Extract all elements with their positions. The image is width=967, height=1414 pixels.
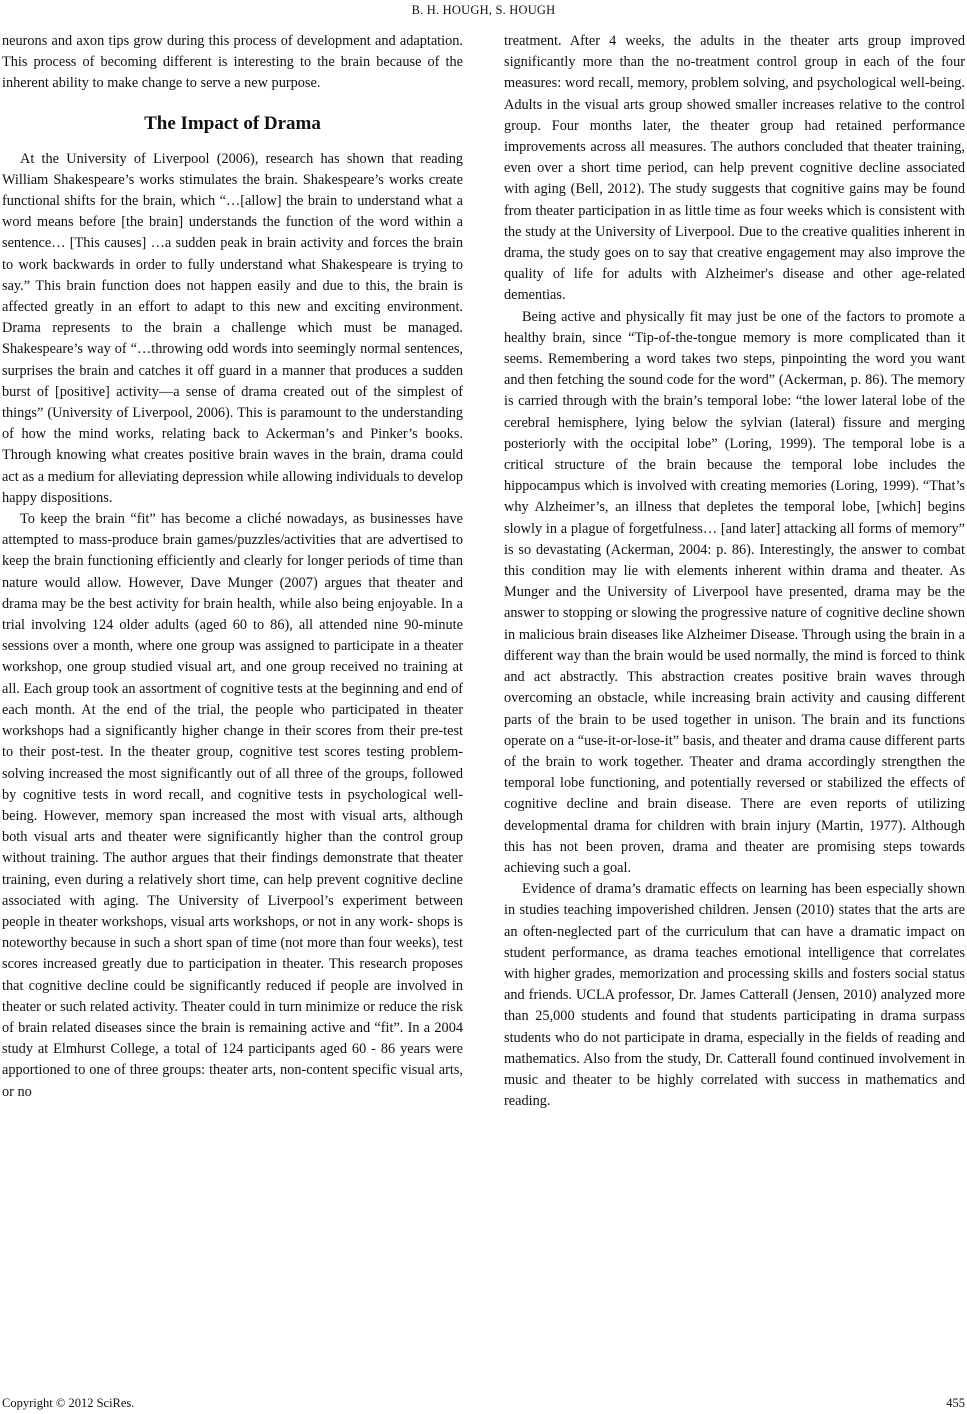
paragraph: treatment. After 4 weeks, the adults in the theater arts group improved significantly more than the no-treatment control group in each of the four measures: word recall, memory, problem solving, and psychological well-being. Adults in the visual arts group showed smaller increases relative to the control group. Four months later, the theater group had retained performance improvements across all measures. The authors concluded that theater training, even over a short time period, can help prevent cognitive decline associated with aging (Bell, 2012). The study suggests that cognitive gains may be found from theater participation in as little time as four weeks which is consistent with the study at the University of Liverpool. Due to the creative qualities inherent in drama, the study goes on to say that creative engagement may also improve the quality of life for adults with Alzheimer's disease and other age-related dementias.: [504, 33, 965, 304]
running-header: B. H. HOUGH, S. HOUGH: [411, 3, 556, 17]
page-number: 455: [946, 1396, 965, 1410]
left-column: [2, 31, 463, 1103]
section-heading: The Impact of Drama: [144, 112, 321, 134]
right-column: [504, 31, 965, 1112]
copyright-notice: Copyright © 2012 SciRes.: [2, 1396, 135, 1410]
paragraph: To keep the brain “fit” has become a cliché nowadays, as businesses have attempted to mass-produce brain games/puzzles/activities that are advertised to keep the brain functioning efficiently and clearly for longer periods of time than nature would allow. However, Dave Munger (2007) argues that theater and drama may be the best activity for brain health, while also being enjoyable. In a trial involving 124 older adults (aged 60 to 86), all attended nine 90-minute sessions over a month, where one group was assigned to participate in a theater workshop, one group studied visual art, and one group received no training at all. Each group took an assortment of cognitive tests at the beginning and end of each month. At the end of the trial, the people who participated in theater workshops had a significantly higher change in their scores from their pre-test to their post-test. In the theater group, cognitive test scores testing problem-solving increased the most significantly out of all three of the groups, followed by cognitive tests in word recall, and cognitive tests in psychological well-being. However, memory span increased the most with visual arts, although both visual arts and theater were significantly higher than the control group without training. The author argues that their findings demonstrate that theater training, even during a relatively short time, can help prevent cognitive decline associated with aging. The University of Liverpool’s experiment between people in theater workshops, visual arts workshops, or not in any work- shops is noteworthy because in such a short span of time (not more than four weeks), test scores increased greatly due to participation in theater. This research proposes that cognitive decline could be significantly reduced if people are involved in theater or such related activity. Theater could in turn minimize or reduce the risk of brain related diseases since the brain is remaining active and “fit”. In a 2004 study at Elmhurst College, a total of 124 participants aged 60 - 86 years were apportioned to one of three groups: theater arts, non-content specific visual arts, or no: [2, 511, 463, 1100]
paragraph: Evidence of drama’s dramatic effects on learning has been especially shown in studies teaching impoverished children. Jensen (2010) states that the arts are an often-neglected part of the curriculum that can have a dramatic impact on student performance, as drama teaches emotional intelligence that correlates with higher grades, memorization and processing skills and fosters social status and friends. UCLA professor, Dr. James Catterall (Jensen, 2010) analyzed more than 25,000 students and found that students participating in drama surpass students who do not participate in drama, especially in the fields of reading and mathematics. Also from the study, Dr. Catterall found continued involvement in music and theater to be highly correlated with success in mathematics and reading.: [504, 881, 965, 1110]
paragraph: At the University of Liverpool (2006), research has shown that reading William Shakespeare’s works stimulates the brain. Shakespeare’s works create functional shifts for the brain, which “…[allow] the brain to understand what a word means before [the brain] understands the function of the word within a sentence… [This causes] …a sudden peak in brain activity and forces the brain to work backwards in order to fully understand what Shakespeare is trying to say.” This brain function does not happen easily and due to this, the brain is affected greatly in an effort to adapt to this new and exciting environment. Drama represents to the brain a challenge which must be managed. Shakespeare’s way of “…throwing odd words into seemingly normal sentences, surprises the brain and catches it off guard in a manner that produces a sudden burst of [positive] activity—a sense of drama created out of the simplest of things” (University of Liverpool, 2006). This is paramount to the understanding of how the mind works, relating back to Ackerman’s and Pinker’s books. Through knowing what creates positive brain waves in the brain, drama could act as a medium for alleviating depression while allowing individuals to develop happy dispositions.: [2, 150, 463, 506]
paragraph: Being active and physically fit may just be one of the factors to promote a healthy brain, since “Tip-of-the-tongue memory is more complicated than it seems. Remembering a word takes two steps, pinpointing the word you want and then fetching the sound code for the word” (Ackerman, p. 86). The memory is carried through with the brain’s temporal lobe: “the lower lateral lobe of the cerebral hemisphere, lying below the sylvian (lateral) fissure and merging posteriorly with the occipital lobe” (Loring, 1999). The temporal lobe is a critical structure of the brain because the temporal lobe includes the hippocampus which is involved with creating memories (Loring, 1999). “That’s why Alzheimer’s, an illness that depletes the temporal lobe, [which] begins slowly in a plague of forgetfulness… [and later] attacking all forms of memory” is so devastating (Ackerman, 2004: p. 86). Interestingly, the answer to combat this condition may lie with elements inherent within drama and theater. As Munger and the University of Liverpool have presented, drama may be the answer to stopping or slowing the progressive nature of cognitive decline shown in malicious brain diseases like Alzheimer Disease. Through using the brain in a different way than the brain would be used normally, the mind is forced to think and act abstractly. This abstraction creates positive brain waves through overcoming an obstacle, while increasing brain activity and causing different parts of the brain to be used together in unison. The brain and its functions operate on a “use-it-or-lose-it” basis, and theater and drama cause different parts of the brain to work together. Theater and drama accordingly strengthen the temporal lobe functioning, and potentially reversed or stabilized the effects of cognitive decline and brain disease. There are even reports of utilizing developmental drama for children with brain injury (Martin, 1977). Although this has not been proven, drama and theater are promising steps towards achieving such a goal.: [504, 308, 965, 876]
paragraph: neurons and axon tips grow during this process of development and adaptation. This process of becoming different is interesting to the brain because of the inherent ability to make change to serve a new purpose.: [2, 33, 463, 92]
